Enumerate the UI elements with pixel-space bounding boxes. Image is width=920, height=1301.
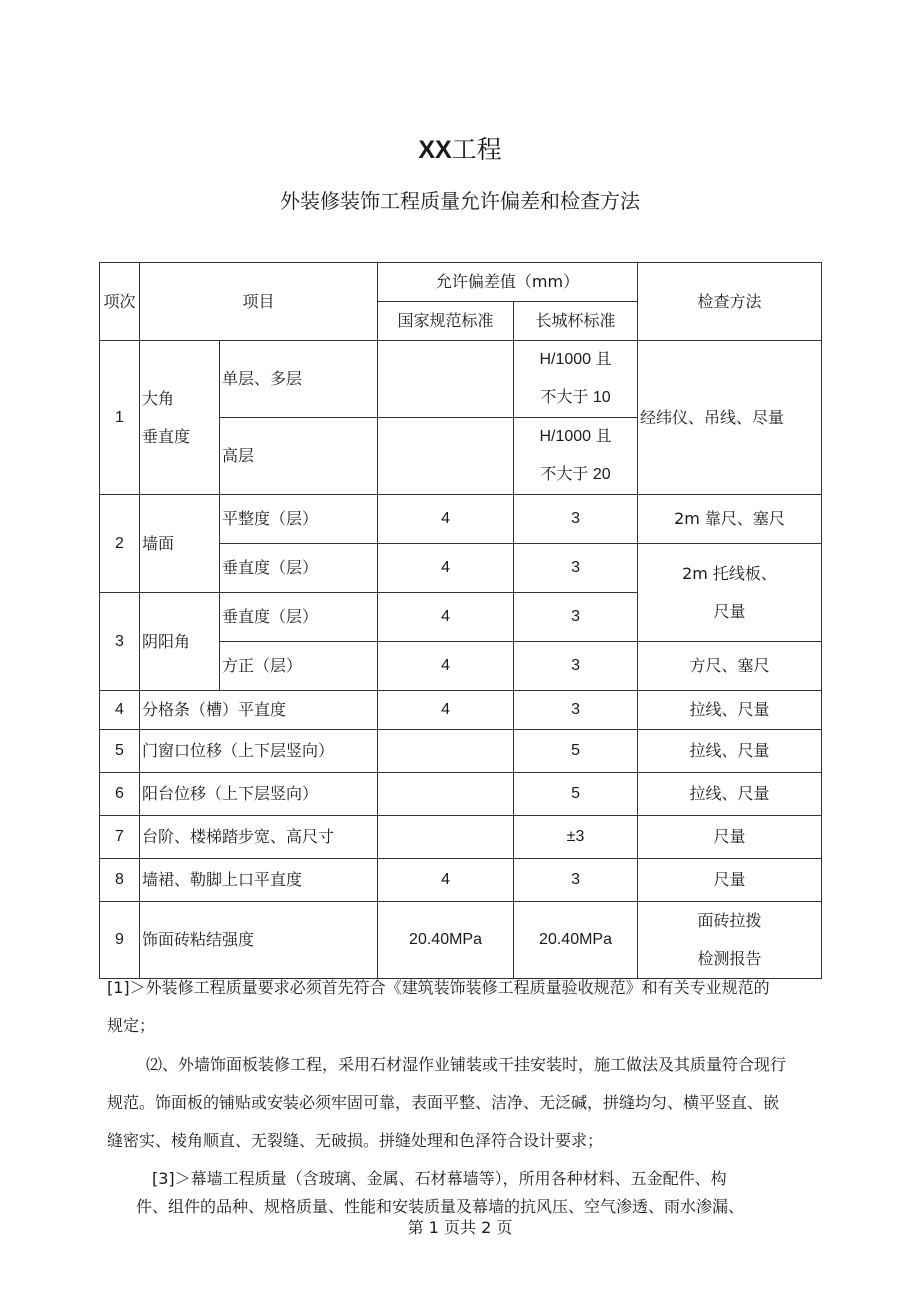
row-subitem: 单层、多层 [220, 341, 378, 418]
table-row [100, 341, 822, 418]
cell-national: 4 [378, 691, 514, 730]
cell-national [378, 773, 514, 816]
row-no: 9 [100, 902, 140, 979]
cell-method: 方尺、塞尺 [638, 642, 822, 691]
cell-greatwall: 5 [514, 730, 638, 773]
cell-national: 4 [378, 593, 514, 642]
note-2-line-1: ⑵、外墙饰面板装修工程，采用石材湿作业铺装或干挂安装时，施工做法及其质量符合现行 [146, 1055, 787, 1074]
cell-greatwall: H/1000 且 不大于 20 [514, 418, 638, 495]
cell-method: 面砖拉拨 检测报告 [638, 902, 822, 979]
cell-greatwall: 3 [514, 495, 638, 544]
row-no: 2 [100, 495, 140, 593]
cell-greatwall: 3 [514, 593, 638, 642]
cell-national [378, 730, 514, 773]
page-footer: 第 1 页共 2 页 [407, 1218, 513, 1237]
row-item: 饰面砖粘结强度 [140, 902, 378, 979]
table-row [100, 773, 822, 816]
header-method: 检查方法 [638, 263, 822, 341]
cell-national [378, 816, 514, 859]
note-1-line-1: [1]＞外装修工程质量要求必须首先符合《建筑装饰装修工程质量验收规范》和有关专业规范的 [107, 978, 770, 997]
cell-national: 4 [378, 642, 514, 691]
header-national: 国家规范标准 [378, 302, 514, 341]
document-subtitle: 外装修装饰工程质量允许偏差和检查方法 [280, 189, 640, 213]
header-index: 项次 [100, 263, 140, 341]
header-greatwall: 长城杯标准 [514, 302, 638, 341]
cell-method: 2m 靠尺、塞尺 [638, 495, 822, 544]
row-subitem: 垂直度（层） [220, 593, 378, 642]
cell-national: 4 [378, 544, 514, 593]
row-no: 4 [100, 691, 140, 730]
row-no: 6 [100, 773, 140, 816]
row-item: 阳台位移（上下层竖向） [140, 773, 378, 816]
cell-method: 拉线、尺量 [638, 691, 822, 730]
cell-national: 4 [378, 495, 514, 544]
row-subitem: 垂直度（层） [220, 544, 378, 593]
row-no: 3 [100, 593, 140, 691]
note-2-line-2: 规范。饰面板的铺贴或安装必须牢固可靠，表面平整、洁净、无泛碱，拼缝均匀、横平竖直、嵌 [107, 1093, 780, 1112]
cell-greatwall: H/1000 且 不大于 10 [514, 341, 638, 418]
table-row [100, 902, 822, 979]
cell-greatwall: 5 [514, 773, 638, 816]
document-title: XX工程 [418, 135, 502, 164]
cell-national [378, 341, 514, 418]
note-3-line-1: [3]＞幕墙工程质量（含玻璃、金属、石材幕墙等），所用各种材料、五金配件、构 [152, 1169, 727, 1188]
row-no: 5 [100, 730, 140, 773]
table-row [100, 816, 822, 859]
cell-greatwall: 20.40MPa [514, 902, 638, 979]
cell-method: 2m 托线板、 尺量 [638, 544, 822, 642]
table-row [100, 859, 822, 902]
note-3-line-2: 件、组件的品种、规格质量、性能和安装质量及幕墙的抗风压、空气渗透、雨水渗漏、 [136, 1197, 745, 1216]
table-row [100, 691, 822, 730]
row-item: 门窗口位移（上下层竖向） [140, 730, 378, 773]
row-subitem: 平整度（层） [220, 495, 378, 544]
row-no: 8 [100, 859, 140, 902]
cell-greatwall: ±3 [514, 816, 638, 859]
row-item: 阴阳角 [140, 593, 220, 691]
tolerance-table [99, 262, 822, 979]
row-item: 大角 垂直度 [140, 341, 220, 495]
cell-national: 4 [378, 859, 514, 902]
cell-greatwall: 3 [514, 642, 638, 691]
row-no: 1 [100, 341, 140, 495]
cell-greatwall: 3 [514, 544, 638, 593]
row-item: 墙裙、勒脚上口平直度 [140, 859, 378, 902]
cell-method: 尺量 [638, 816, 822, 859]
cell-greatwall: 3 [514, 691, 638, 730]
row-item: 台阶、楼梯踏步宽、高尺寸 [140, 816, 378, 859]
cell-national [378, 418, 514, 495]
cell-greatwall: 3 [514, 859, 638, 902]
row-item: 墙面 [140, 495, 220, 593]
row-no: 7 [100, 816, 140, 859]
cell-method: 尺量 [638, 859, 822, 902]
cell-method: 经纬仪、吊线、尽量 [638, 341, 822, 495]
row-item: 分格条（槽）平直度 [140, 691, 378, 730]
cell-national: 20.40MPa [378, 902, 514, 979]
row-subitem: 方正（层） [220, 642, 378, 691]
note-2-line-3: 缝密实、棱角顺直、无裂缝、无破损。拼缝处理和色泽符合设计要求； [107, 1131, 604, 1150]
note-1-line-2: 规定； [107, 1016, 156, 1035]
cell-method: 拉线、尺量 [638, 730, 822, 773]
cell-method: 拉线、尺量 [638, 773, 822, 816]
header-item: 项目 [140, 263, 378, 341]
table-row [100, 495, 822, 544]
header-tolerance: 允许偏差值（mm） [378, 263, 638, 302]
table-row [100, 730, 822, 773]
row-subitem: 高层 [220, 418, 378, 495]
